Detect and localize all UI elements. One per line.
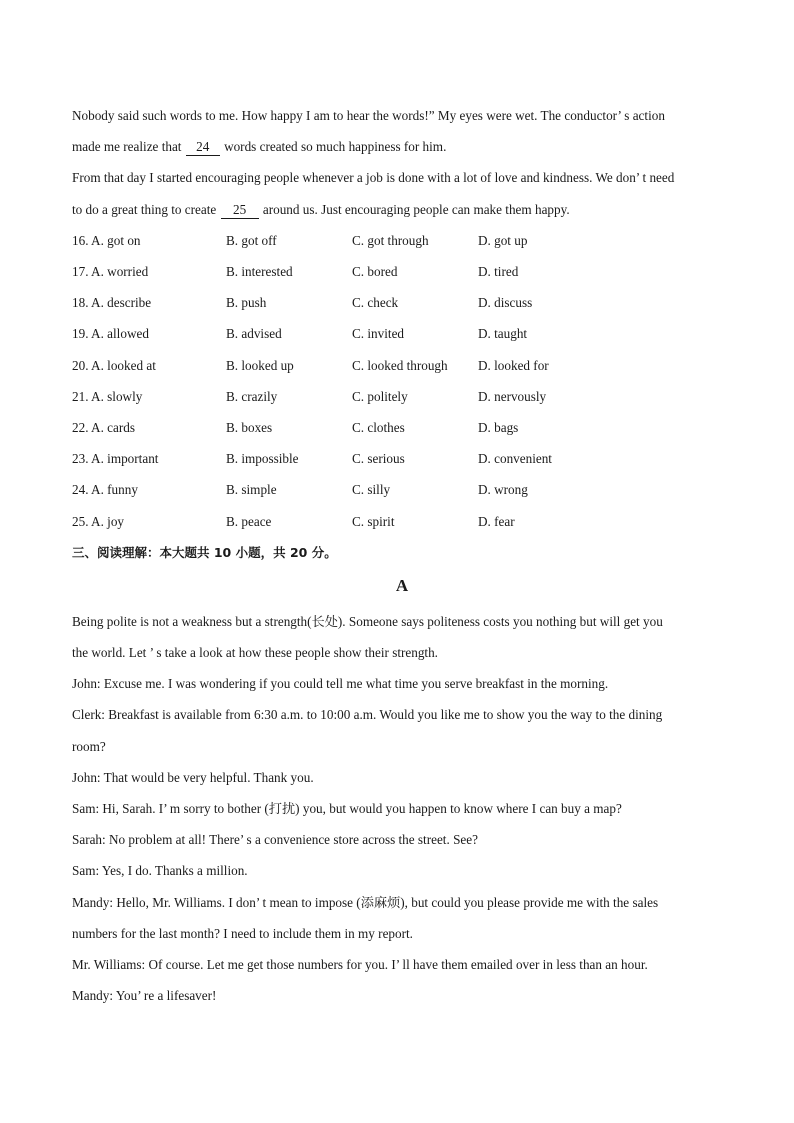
option-row-20 <box>72 350 732 381</box>
cloze-line-1: Nobody said such words to me. How happy I am to hear the words!” My eyes were wet. The conductor’ s action <box>72 108 665 123</box>
document-page <box>72 100 732 1011</box>
option-c: C. check <box>352 295 399 311</box>
option-b: B. simple <box>226 482 277 498</box>
option-row-22 <box>72 412 732 443</box>
passage-line: Mr. Williams: Of course. Let me get those numbers for you. I’ ll have them emailed over in less than an hour. <box>72 957 648 973</box>
option-d: D. taught <box>478 326 528 342</box>
option-a: 23. A. important <box>72 451 159 467</box>
option-c: C. silly <box>352 482 391 498</box>
passage-body <box>72 606 732 1012</box>
option-a: 17. A. worried <box>72 264 149 280</box>
option-c: C. invited <box>352 326 405 342</box>
option-d: D. looked for <box>478 357 549 373</box>
passage-line: numbers for the last month? I need to include them in my report. <box>72 925 413 941</box>
passage-title: A <box>395 575 409 595</box>
cloze-line-4-after: around us. Just encouraging people can make them happy. <box>262 201 570 217</box>
option-row-25 <box>72 506 732 537</box>
passage-line: Sarah: No problem at all! There’ s a convenience store across the street. See? <box>72 832 478 848</box>
option-d: D. fear <box>478 513 515 529</box>
option-a: 20. A. looked at <box>72 357 156 373</box>
option-d: D. discuss <box>478 295 533 311</box>
option-b: B. push <box>226 295 267 311</box>
option-a: 25. A. joy <box>72 513 125 529</box>
cloze-line-2 <box>72 131 732 162</box>
option-row-21 <box>72 381 732 412</box>
option-b: B. got off <box>226 232 277 248</box>
option-d: D. got up <box>478 232 528 248</box>
cloze-line-3: From that day I started encouraging people whenever a job is done with a lot of love and kindness. We don’ t need <box>72 170 675 186</box>
option-b: B. impossible <box>226 451 299 467</box>
option-a: 21. A. slowly <box>72 388 143 404</box>
cloze-line-2-before: made me realize that <box>72 139 182 155</box>
section-heading: 三、阅读理解：本大题共 10 小题，共 20 分。 <box>72 544 337 560</box>
passage-line: Clerk: Breakfast is available from 6:30 a.m. to 10:00 a.m. Would you like me to show you the way to the dining <box>72 707 663 723</box>
passage-line: Mandy: Hello, Mr. Williams. I don’ t mean to impose (添麻烦), but could you please provide me with the sales <box>72 894 659 910</box>
passage-line: the world. Let ’ s take a look at how these people show their strength. <box>72 645 438 661</box>
option-c: C. got through <box>352 232 429 248</box>
option-b: B. interested <box>226 264 293 280</box>
option-c: C. looked through <box>352 357 448 373</box>
option-a: 18. A. describe <box>72 295 152 311</box>
option-row-24 <box>72 474 732 505</box>
option-a: 22. A. cards <box>72 420 135 436</box>
options-list <box>72 225 732 537</box>
blank-25: 25 <box>221 202 259 219</box>
option-d: D. nervously <box>478 388 547 404</box>
passage-line: Being polite is not a weakness but a strength(长处). Someone says politeness costs you nothing but will get you <box>72 613 663 629</box>
option-c: C. spirit <box>352 513 395 529</box>
passage-line: Sam: Yes, I do. Thanks a million. <box>72 863 248 879</box>
option-row-19 <box>72 318 732 349</box>
cloze-line-4 <box>72 194 732 225</box>
option-d: D. convenient <box>478 451 552 467</box>
option-c: C. bored <box>352 264 398 280</box>
option-c: C. serious <box>352 451 405 467</box>
option-b: B. peace <box>226 513 272 529</box>
passage-line: room? <box>72 738 106 754</box>
option-b: B. boxes <box>226 420 273 436</box>
option-row-17 <box>72 256 732 287</box>
option-row-16 <box>72 225 732 256</box>
option-b: B. advised <box>226 326 282 342</box>
passage-line: Mandy: You’ re a lifesaver! <box>72 988 217 1004</box>
option-d: D. wrong <box>478 482 528 498</box>
passage-line: John: Excuse me. I was wondering if you could tell me what time you serve breakfast in the morning. <box>72 676 609 692</box>
option-b: B. looked up <box>226 357 294 373</box>
option-row-18 <box>72 287 732 318</box>
cloze-line-2-after: words created so much happiness for him. <box>224 139 447 155</box>
option-a: 24. A. funny <box>72 482 138 498</box>
option-a: 16. A. got on <box>72 232 141 248</box>
passage-line: John: That would be very helpful. Thank you. <box>72 769 314 785</box>
passage-line: Sam: Hi, Sarah. I’ m sorry to bother (打扰) you, but would you happen to know where I can buy a map? <box>72 801 622 817</box>
option-d: D. bags <box>478 420 519 436</box>
option-row-23 <box>72 443 732 474</box>
option-d: D. tired <box>478 264 519 280</box>
option-c: C. clothes <box>352 420 405 436</box>
cloze-line-4-before: to do a great thing to create <box>72 201 217 217</box>
option-b: B. crazily <box>226 388 278 404</box>
option-a: 19. A. allowed <box>72 326 149 342</box>
option-c: C. politely <box>352 388 408 404</box>
blank-24: 24 <box>186 139 220 156</box>
